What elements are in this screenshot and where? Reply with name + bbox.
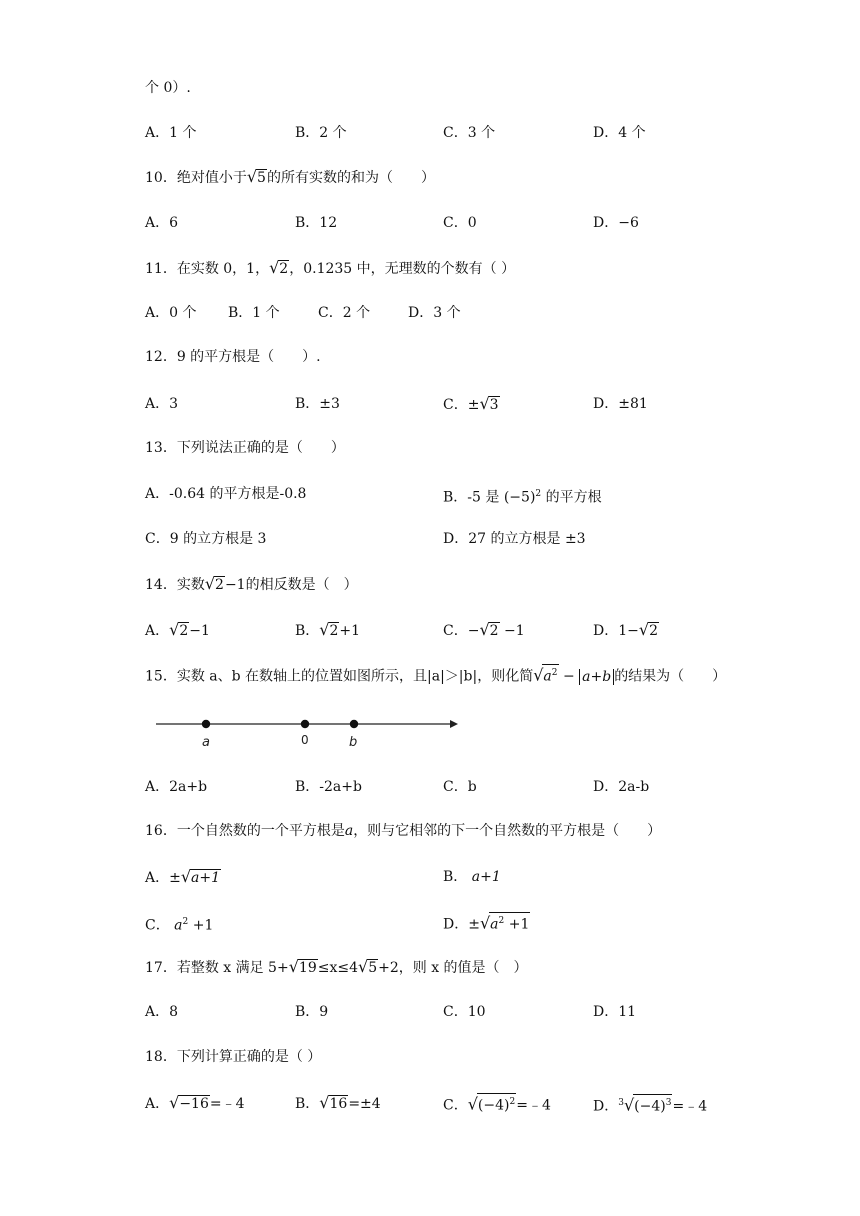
number-line [150, 712, 470, 752]
neg5-squared: (−5) [503, 489, 536, 506]
q15-text: 15．实数 a、b 在数轴上的位置如图所示，且|a|＞|b|，则化简 [145, 668, 534, 685]
minus-one: −1 [224, 577, 246, 593]
q18-d-result: =﹣4 [672, 1098, 708, 1115]
q18-option-c: C．$√(-4)^2=﹣4$ [443, 1094, 551, 1114]
q14-option-b-label: B． [295, 623, 320, 639]
q14-b-expr: +1 [339, 623, 361, 639]
q12-option-d: D．±81 [593, 396, 648, 412]
q10-text-b: 的所有实数的和为（ ） [266, 170, 435, 186]
sqrt2: 2 [279, 261, 289, 277]
q14-option-c: C．−√2 −1 [443, 620, 525, 639]
var-a: a [543, 668, 552, 685]
q12-option-c-label: C．± [443, 397, 480, 413]
q13-option-b-label: B．-5 是 [443, 489, 500, 506]
q10-option-d: D．−6 [593, 215, 639, 231]
sqrt-neg16: −16 [179, 1096, 209, 1112]
question-18: 18．下列计算正确的是（ ） [145, 1049, 322, 1065]
a-sq-d: a [490, 916, 499, 933]
q11-option-a: A．0 个 [145, 305, 197, 321]
q13-option-b [443, 484, 602, 508]
q14-option-a-label: A． [145, 623, 170, 639]
cube-index: 3 [618, 1098, 624, 1108]
q12-option-a: A．3 [145, 396, 179, 412]
q17-text: 17．若整数 x 满足 5+ [145, 960, 289, 976]
question-11: 11．在实数 0，1，√2，0.1235 中，无理数的个数有（ ） [145, 258, 516, 277]
point-b [350, 720, 358, 728]
q9-tail: 个 0）. [145, 80, 191, 96]
one-minus: 1− [618, 623, 639, 639]
q18-c-result: =﹣4 [516, 1097, 551, 1114]
neg4-cubed: (−4) [634, 1098, 666, 1115]
q16-text-b: ，则与它相邻的下一个自然数的平方根是（ ） [353, 823, 662, 839]
plus-one-c: +1 [188, 917, 214, 934]
sqrt5: 5 [257, 170, 266, 186]
a-plus-1-b: a+1 [471, 869, 501, 885]
question-17: 17．若整数 x 满足 5+√19≤x≤4√5+2，则 x 的值是（ ） [145, 957, 528, 976]
q16-option-d: D．$\pm√a^2 +1$ [443, 913, 530, 933]
q16-option-b-label: B． [443, 869, 468, 885]
q14-text-b: 的相反数是（ ） [245, 577, 358, 593]
q9-option-d: D．4 个 [593, 125, 646, 141]
q10-option-a: A．6 [145, 215, 179, 231]
q16-text: 16．一个自然数的一个平方根是 [145, 823, 345, 839]
q15-text-b: 的结果为（ ） [614, 668, 727, 685]
q9-option-c: C．3 个 [443, 125, 496, 141]
q14-option-c-label: C． [443, 623, 468, 639]
label-b: b [349, 735, 358, 750]
exp-2d: 2 [498, 916, 505, 926]
q11-option-c: C．2 个 [318, 305, 371, 321]
q11-text: 11．在实数 0，1， [145, 261, 270, 277]
q16-option-c-label: C． [145, 917, 170, 934]
sqrt3: 3 [489, 397, 499, 413]
q16-option-d-label: D．± [443, 916, 480, 933]
q14-option-d: D．1−√2 [593, 620, 658, 639]
exp-2: 2 [535, 489, 542, 499]
question-10: 10．绝对值小于√5的所有实数的和为（ ） [145, 167, 435, 186]
q12-option-c: C．±√3 [443, 394, 499, 413]
point-0 [301, 720, 309, 728]
exp-2e: 2 [509, 1097, 516, 1107]
sqrt2-f: 2 [649, 623, 658, 639]
q9-option-a: A．1 个 [145, 125, 197, 141]
q10-option-b: B．12 [295, 215, 338, 231]
a-sq-c: a [174, 917, 183, 934]
plus-one-d: +1 [504, 916, 530, 933]
q17-option-b: B．9 [295, 1004, 329, 1020]
q13-option-a: A．-0.64 的平方根是-0.8 [145, 486, 307, 502]
q15-option-c: C．b [443, 779, 477, 795]
q13-option-d: D．27 的立方根是 ±3 [443, 531, 586, 547]
minus-sign: − [467, 623, 480, 639]
question-14: 14．实数√2−1的相反数是（ ） [145, 574, 358, 593]
var-a-2: a [344, 823, 354, 839]
q11-option-b: B．1 个 [228, 305, 280, 321]
q17-option-c: C．10 [443, 1004, 486, 1020]
q18-option-b-label: B． [295, 1096, 320, 1112]
minus: − [558, 668, 580, 685]
q18-option-a-label: A． [145, 1096, 170, 1112]
sqrt-a2-plus-1 [489, 912, 530, 933]
q16-option-a: A．±√a+1 [145, 867, 221, 886]
question-12: 12．9 的平方根是（ ）. [145, 349, 321, 365]
q16-option-a-label: A．± [145, 870, 181, 886]
q10-option-c: C．0 [443, 215, 477, 231]
question-15: 15．实数 a、b 在数轴上的位置如图所示，且|a|＞|b|，则化简$√a^2 - a+b$ 的结果为（ ） [145, 665, 727, 685]
q11-text-b: ，0.1235 中，无理数的个数有（ ） [289, 261, 516, 277]
q15-option-a: A．2a+b [145, 779, 208, 795]
q14-option-d-label: D． [593, 623, 619, 639]
sqrt2-e: 2 [489, 623, 499, 639]
sqrt-a-squared [542, 664, 558, 685]
sqrt2-d: 2 [329, 623, 339, 639]
q14-option-a: A．√2−1 [145, 620, 210, 639]
question-13: 13．下列说法正确的是（ ） [145, 440, 345, 456]
sqrt2-b: 2 [215, 577, 224, 593]
q18-option-a: A．√−16=﹣4 [145, 1093, 245, 1112]
sqrt5-b: 5 [368, 960, 378, 976]
sqrt16: 16 [329, 1096, 348, 1112]
q11-option-d: D．3 个 [408, 305, 461, 321]
q14-text: 14．实数 [145, 577, 205, 593]
cbrt-neg4-cubed [633, 1094, 672, 1115]
sqrt2-c: 2 [179, 623, 189, 639]
q14-c-expr: −1 [504, 623, 525, 639]
sqrt-a-plus-1 [190, 869, 221, 886]
q17-option-a: A．8 [145, 1004, 179, 1020]
sqrt19: 19 [298, 960, 317, 976]
q14-a-expr: −1 [189, 623, 210, 639]
axis-arrow [450, 720, 458, 728]
exp-2c: 2 [182, 917, 189, 927]
sqrt-neg4-sq [477, 1093, 516, 1114]
q15-option-b: B．-2a+b [295, 779, 362, 795]
q18-option-c-label: C． [443, 1097, 468, 1114]
q9-option-b: B．2 个 [295, 125, 347, 141]
q13-option-c: C．9 的立方根是 3 [145, 531, 267, 547]
q17-text-b: ≤x≤4 [317, 960, 358, 976]
label-a: a [202, 735, 210, 750]
exp-3: 3 [665, 1098, 672, 1108]
q12-option-b: B．±3 [295, 396, 340, 412]
question-16 [145, 821, 661, 841]
q16-option-b [443, 867, 501, 887]
label-0: 0 [301, 733, 309, 747]
q17-option-d: D．11 [593, 1004, 637, 1020]
a-plus-1: a+1 [191, 870, 221, 886]
q18-option-d: D．$^3√(-4)^3=﹣4$ [593, 1095, 708, 1115]
q18-option-d-label: D． [593, 1098, 619, 1115]
q10-text: 10．绝对值小于 [145, 170, 247, 186]
q18-a-result: =﹣4 [209, 1096, 245, 1112]
point-a [202, 720, 210, 728]
q15-option-d: D．2a-b [593, 779, 650, 795]
q13-option-b-tail: 的平方根 [545, 489, 602, 506]
q14-option-b: B．√2+1 [295, 620, 361, 639]
exp-2b: 2 [551, 668, 558, 678]
q18-b-result: =±4 [348, 1096, 381, 1112]
neg4-sq: (−4) [477, 1097, 510, 1114]
abs-a-plus-b: a+b [579, 669, 614, 685]
q16-option-c [145, 912, 213, 936]
q17-text-c: +2，则 x 的值是（ ） [378, 960, 528, 976]
q18-option-b: B．√16=±4 [295, 1093, 381, 1112]
